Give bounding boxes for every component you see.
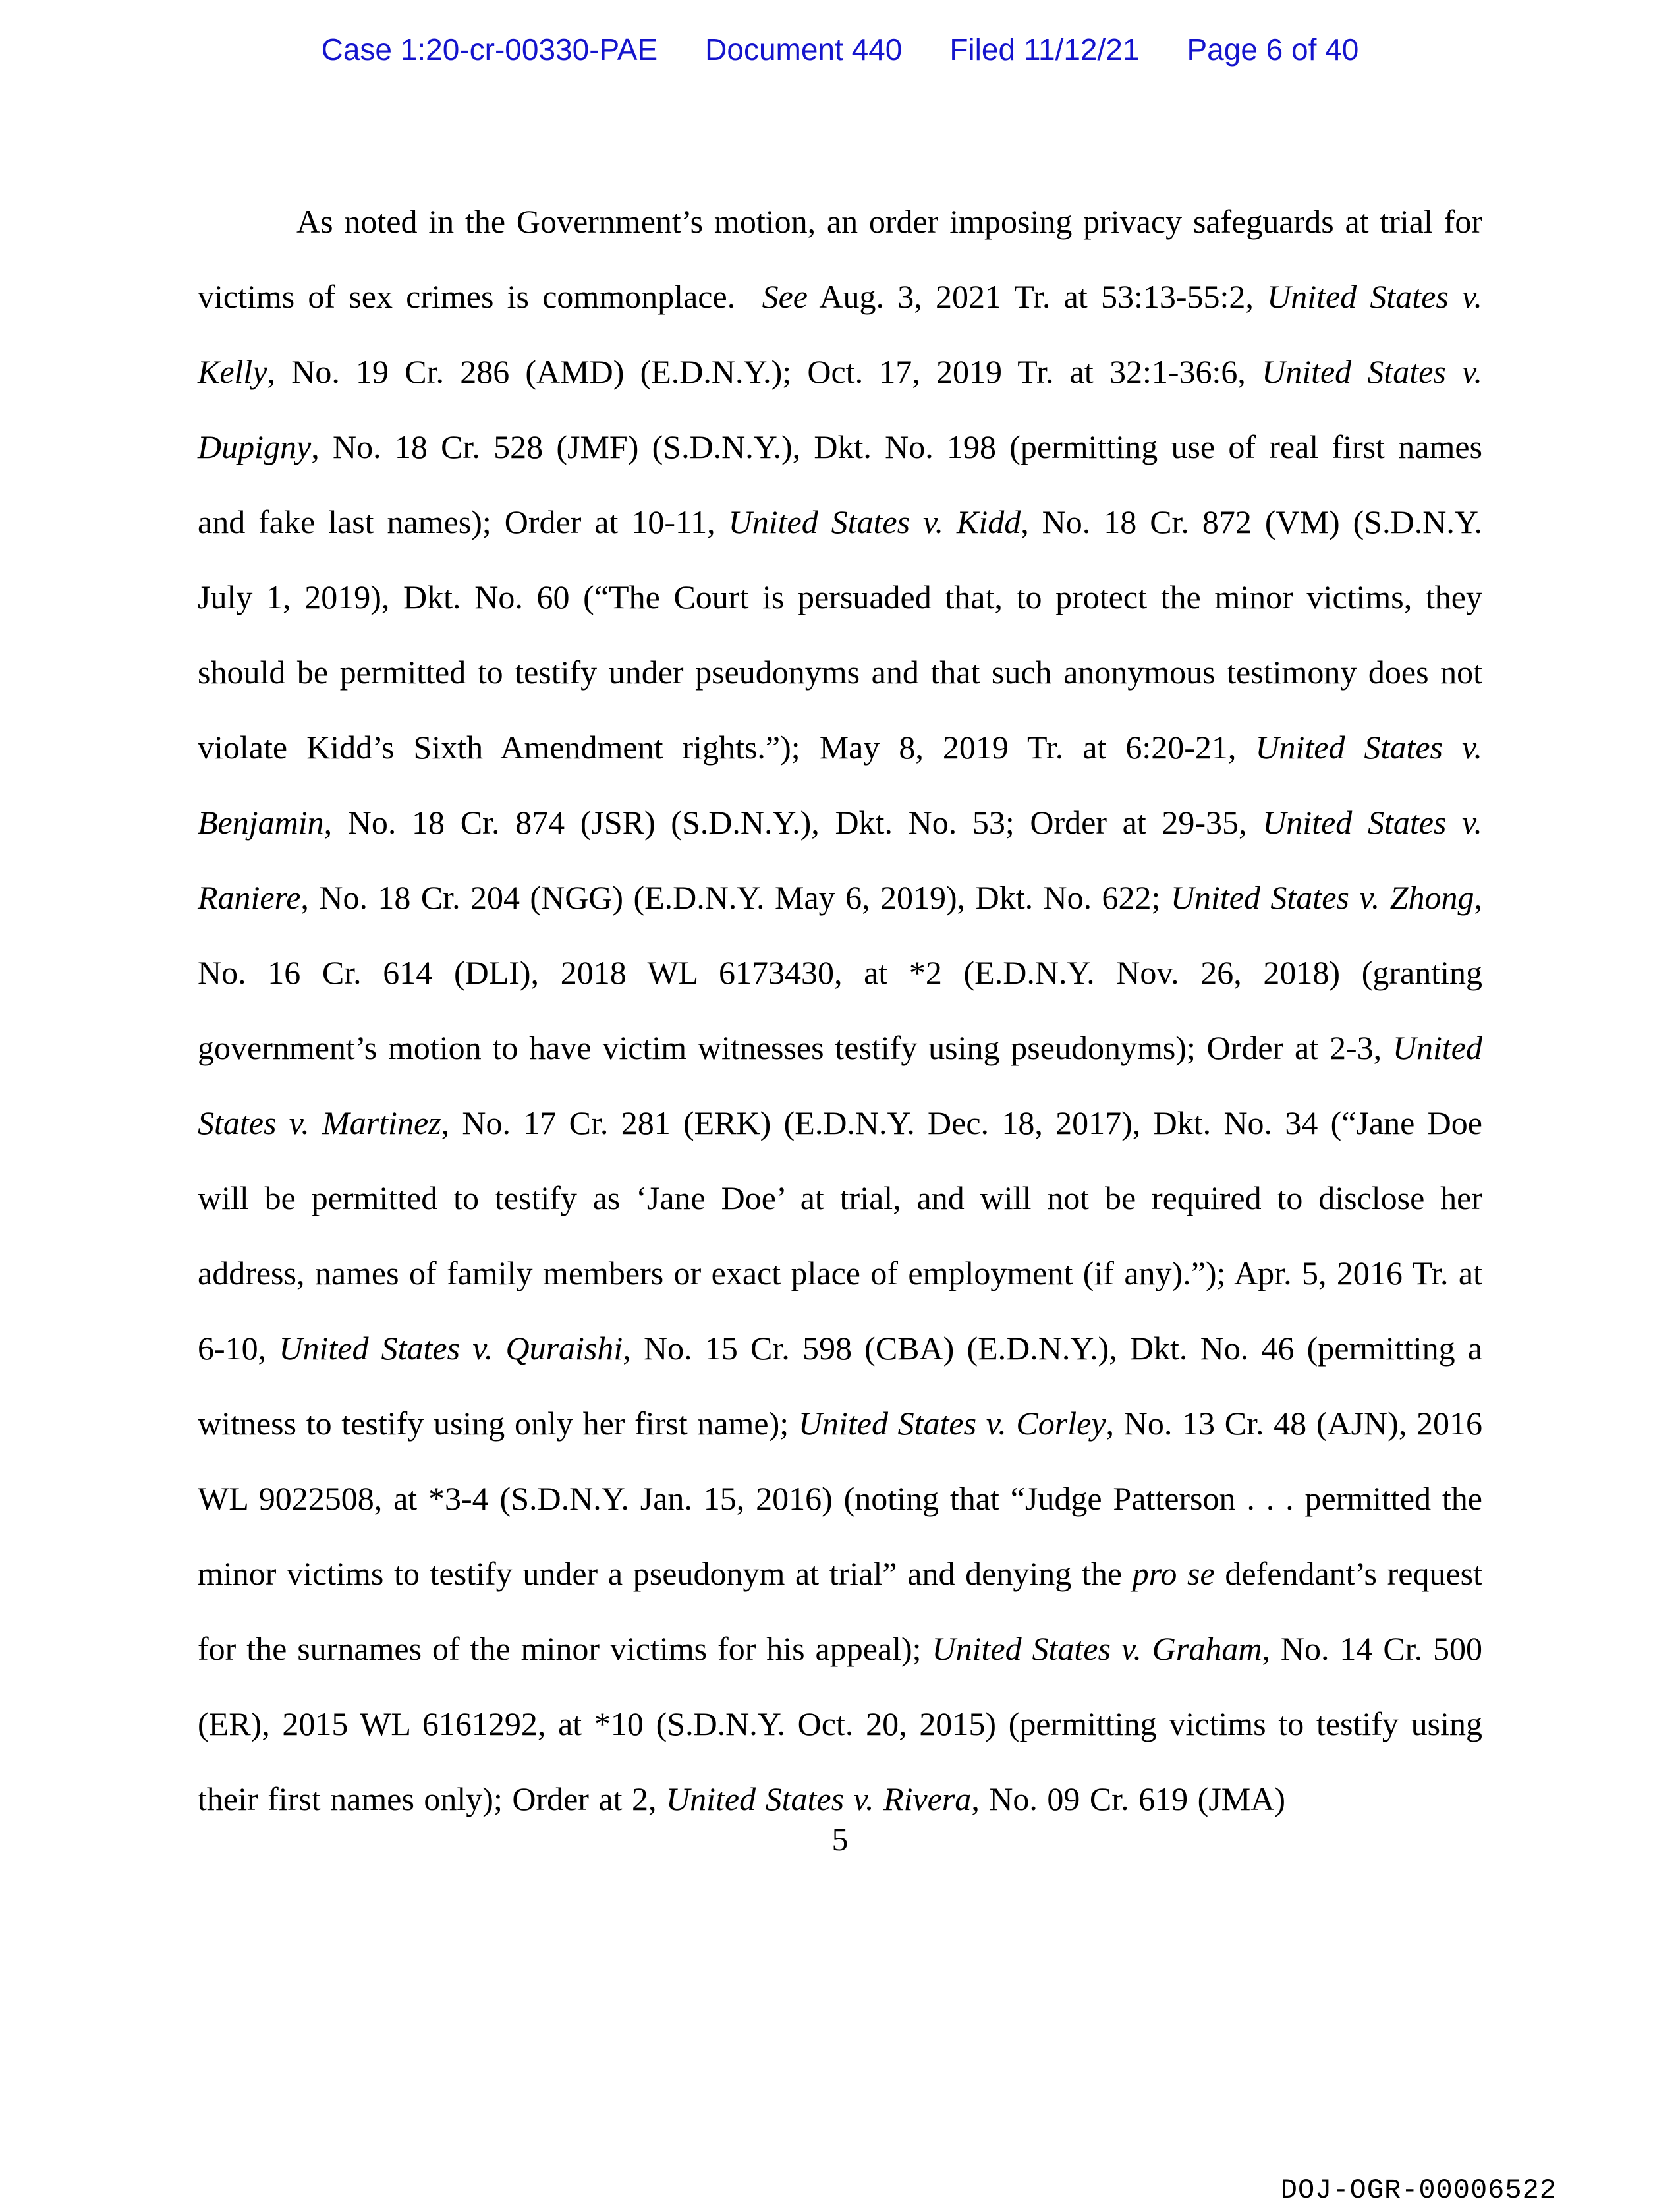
- header-filed-date: Filed 11/12/21: [949, 32, 1140, 67]
- ecf-case-header: [0, 33, 1680, 67]
- page-number: 5: [831, 1821, 849, 1858]
- header-case-number: Case 1:20-cr-00330-PAE: [321, 32, 658, 67]
- header-document-number: Document 440: [705, 32, 903, 67]
- header-page-count: Page 6 of 40: [1187, 32, 1359, 67]
- body-paragraph: As noted in the Government’s motion, an order imposing privacy safeguards at trial for victims of sex crimes is commonplace. See Aug. 3, 2021 Tr. at 53:13-55:2, United States v. Kelly, No. 19 Cr. 286 (AMD) (E.D.N.Y.); Oct. 17, 2019 Tr. at 32:1-36:6, United States v. Dupigny, No. 18 Cr. 528 (JMF) (S.D.N.Y.), Dkt. No. 198 (permitting use of real first names and fake last names); Order at 10-11, United States v. Kidd, No. 18 Cr. 872 (VM) (S.D.N.Y. July 1, 2019), Dkt. No. 60 (“The Court is persuaded that, to protect the minor victims, they should be permitted to testify under pseudonyms and that such anonymous testimony does not violate Kidd’s Sixth Amendment rights.”); May 8, 2019 Tr. at 6:20-21, United States v. Benjamin, No. 18 Cr. 874 (JSR) (S.D.N.Y.), Dkt. No. 53; Order at 29-35, United States v. Raniere, No. 18 Cr. 204 (NGG) (E.D.N.Y. May 6, 2019), Dkt. No. 622; United States v. Zhong, No. 16 Cr. 614 (DLI), 2018 WL 6173430, at *2 (E.D.N.Y. Nov. 26, 2018) (granting government’s motion to have victim witnesses testify using pseudonyms); Order at 2-3, United States v. Martinez, No. 17 Cr. 281 (ERK) (E.D.N.Y. Dec. 18, 2017), Dkt. No. 34 (“Jane Doe will be permitted to testify as ‘Jane Doe’ at trial, and will not be required to disclose her address, names of family members or exact place of employment (if any).”); Apr. 5, 2016 Tr. at 6-10, United States v. Quraishi, No. 15 Cr. 598 (CBA) (E.D.N.Y.), Dkt. No. 46 (permitting a witness to testify using only her first name); United States v. Corley, No. 13 Cr. 48 (AJN), 2016 WL 9022508, at *3-4 (S.D.N.Y. Jan. 15, 2016) (noting that “Judge Patterson . . . permitted the minor victims to testify under a pseudonym at trial” and denying the pro se defendant’s request for the surnames of the minor victims for his appeal); United States v. Graham, No. 14 Cr. 500 (ER), 2015 WL 6161292, at *10 (S.D.N.Y. Oct. 20, 2015) (permitting victims to testify using their first names only); Order at 2, United States v. Rivera, No. 09 Cr. 619 (JMA): [198, 203, 1483, 1817]
- bates-stamp: DOJ-OGR-00006522: [1280, 2174, 1557, 2206]
